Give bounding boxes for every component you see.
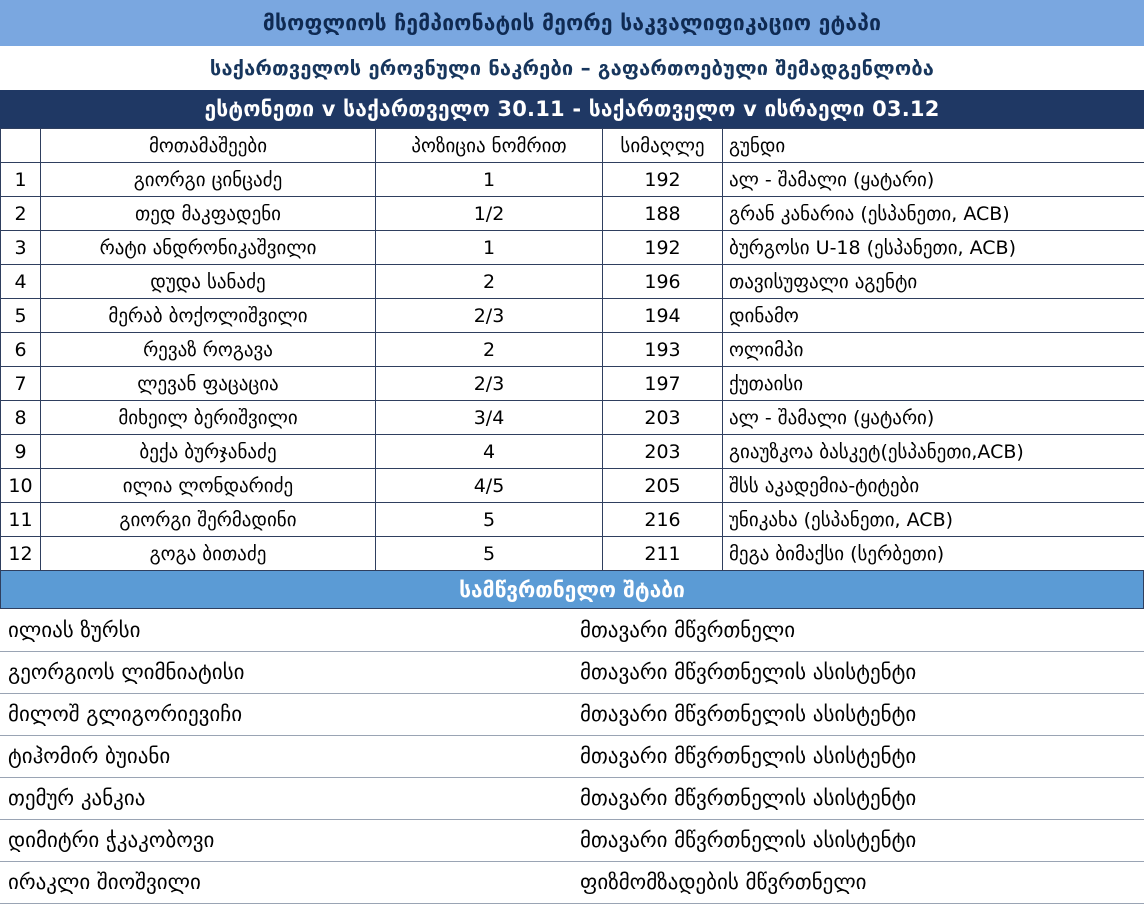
staff-role: მთავარი მწვრთნელი	[572, 609, 1144, 651]
staff-table	[0, 609, 1144, 904]
staff-name: ტიჰომირ ბუიანი	[0, 735, 572, 777]
cell-position: 2/3	[376, 299, 603, 333]
cell-position: 2	[376, 265, 603, 299]
cell-position: 5	[376, 503, 603, 537]
cell-club: ალ - შამალი (ყატარი)	[723, 401, 1144, 435]
cell-height: 194	[603, 299, 723, 333]
cell-club: ქუთაისი	[723, 367, 1144, 401]
cell-club: ოლიმპი	[723, 333, 1144, 367]
cell-height: 188	[603, 197, 723, 231]
roster-table-body	[1, 163, 1144, 571]
staff-section-header: სამწვრთნელო შტაბი	[0, 571, 1144, 609]
cell-club: ბურგოსი U-18 (ესპანეთი, ACB)	[723, 231, 1144, 265]
cell-club: თავისუფალი აგენტი	[723, 265, 1144, 299]
cell-num: 7	[1, 367, 41, 401]
cell-club: მეგა ბიმაქსი (სერბეთი)	[723, 537, 1144, 571]
table-row	[1, 333, 1144, 367]
cell-position: 2	[376, 333, 603, 367]
list-item	[0, 609, 1144, 651]
roster-table	[0, 128, 1144, 571]
cell-club: გიაუზკოა ბასკეტ(ესპანეთი,ACB)	[723, 435, 1144, 469]
title-sub: საქართველოს ეროვნული ნაკრები – გაფართოებული შემადგენლობა	[0, 46, 1144, 90]
cell-num: 6	[1, 333, 41, 367]
cell-num: 3	[1, 231, 41, 265]
cell-height: 203	[603, 401, 723, 435]
cell-position: 1	[376, 231, 603, 265]
table-row	[1, 367, 1144, 401]
cell-height: 192	[603, 231, 723, 265]
cell-num: 9	[1, 435, 41, 469]
cell-player: მიხეილ ბერიშვილი	[41, 401, 376, 435]
cell-club: გრან კანარია (ესპანეთი, ACB)	[723, 197, 1144, 231]
cell-height: 203	[603, 435, 723, 469]
cell-player: რევაზ როგავა	[41, 333, 376, 367]
staff-name: თემურ კანკია	[0, 777, 572, 819]
cell-player: გიორგი ცინცაძე	[41, 163, 376, 197]
cell-num: 8	[1, 401, 41, 435]
col-header-club: გუნდი	[723, 129, 1144, 163]
table-row	[1, 503, 1144, 537]
cell-player: მერაბ ბოქოლიშვილი	[41, 299, 376, 333]
cell-num: 4	[1, 265, 41, 299]
cell-height: 192	[603, 163, 723, 197]
cell-num: 2	[1, 197, 41, 231]
cell-player: ლევან ფაცაცია	[41, 367, 376, 401]
cell-club: შსს აკადემია-ტიტები	[723, 469, 1144, 503]
staff-name: ირაკლი შიოშვილი	[0, 861, 572, 903]
staff-role: ფიზმომზადების მწვრთნელი	[572, 861, 1144, 903]
cell-num: 1	[1, 163, 41, 197]
cell-player: დუდა სანაძე	[41, 265, 376, 299]
table-row	[1, 231, 1144, 265]
table-header-row	[1, 129, 1144, 163]
cell-position: 1	[376, 163, 603, 197]
staff-role: მთავარი მწვრთნელის ასისტენტი	[572, 651, 1144, 693]
col-header-position: პოზიცია ნომრით	[376, 129, 603, 163]
staff-role: მთავარი მწვრთნელის ასისტენტი	[572, 693, 1144, 735]
cell-player: ილია ლონდარიძე	[41, 469, 376, 503]
cell-club: დინამო	[723, 299, 1144, 333]
table-row	[1, 537, 1144, 571]
staff-name: მილოშ გლიგორიევიჩი	[0, 693, 572, 735]
col-header-height: სიმაღლე	[603, 129, 723, 163]
table-row	[1, 163, 1144, 197]
cell-player: ბექა ბურჯანაძე	[41, 435, 376, 469]
staff-role: მთავარი მწვრთნელის ასისტენტი	[572, 819, 1144, 861]
staff-name: დიმიტრი ჭკაკობოვი	[0, 819, 572, 861]
cell-position: 1/2	[376, 197, 603, 231]
cell-player: გოგა ბითაძე	[41, 537, 376, 571]
cell-height: 193	[603, 333, 723, 367]
list-item	[0, 651, 1144, 693]
list-item	[0, 819, 1144, 861]
title-match: ესტონეთი v საქართველო 30.11 - საქართველო v ისრაელი 03.12	[0, 90, 1144, 128]
cell-num: 11	[1, 503, 41, 537]
cell-player: გიორგი შერმადინი	[41, 503, 376, 537]
staff-table-body	[0, 609, 1144, 903]
table-row	[1, 435, 1144, 469]
table-row	[1, 469, 1144, 503]
cell-height: 197	[603, 367, 723, 401]
cell-num: 12	[1, 537, 41, 571]
list-item	[0, 861, 1144, 903]
list-item	[0, 777, 1144, 819]
cell-height: 205	[603, 469, 723, 503]
list-item	[0, 735, 1144, 777]
staff-role: მთავარი მწვრთნელის ასისტენტი	[572, 777, 1144, 819]
roster-table-head	[1, 129, 1144, 163]
table-row	[1, 265, 1144, 299]
cell-player: რატი ანდრონიკაშვილი	[41, 231, 376, 265]
cell-num: 5	[1, 299, 41, 333]
cell-height: 211	[603, 537, 723, 571]
table-row	[1, 197, 1144, 231]
cell-position: 5	[376, 537, 603, 571]
col-header-player: მოთამაშეები	[41, 129, 376, 163]
staff-name: ილიას ზურსი	[0, 609, 572, 651]
cell-club: ალ - შამალი (ყატარი)	[723, 163, 1144, 197]
staff-role: მთავარი მწვრთნელის ასისტენტი	[572, 735, 1144, 777]
cell-num: 10	[1, 469, 41, 503]
staff-name: გეორგიოს ლიმნიატისი	[0, 651, 572, 693]
table-row	[1, 401, 1144, 435]
list-item	[0, 693, 1144, 735]
cell-player: თედ მაკფადენი	[41, 197, 376, 231]
cell-club: უნიკახა (ესპანეთი, ACB)	[723, 503, 1144, 537]
cell-position: 4	[376, 435, 603, 469]
cell-height: 216	[603, 503, 723, 537]
title-main: მსოფლიოს ჩემპიონატის მეორე საკვალიფიკაციო ეტაპი	[0, 0, 1144, 46]
col-header-num	[1, 129, 41, 163]
cell-position: 4/5	[376, 469, 603, 503]
cell-position: 3/4	[376, 401, 603, 435]
cell-height: 196	[603, 265, 723, 299]
cell-position: 2/3	[376, 367, 603, 401]
table-row	[1, 299, 1144, 333]
